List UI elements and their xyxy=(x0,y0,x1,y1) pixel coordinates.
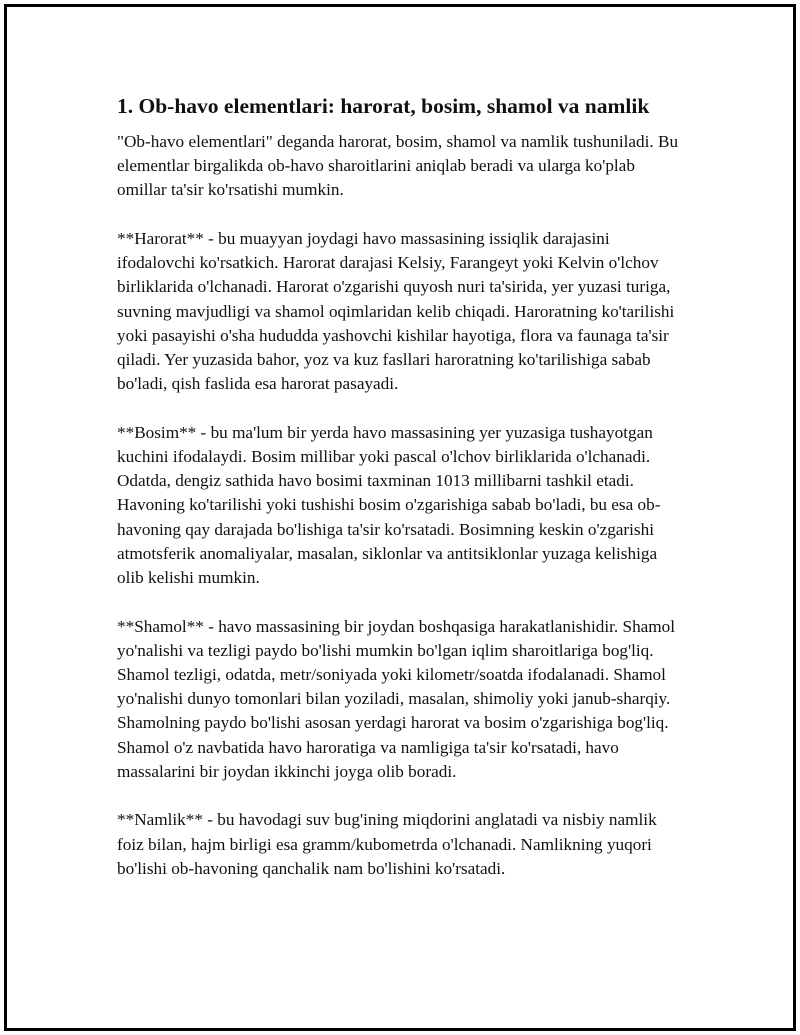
paragraph-namlik: **Namlik** - bu havodagi suv bug'ining miqdorini anglatadi va nisbiy namlik foiz bilan, hajm birligi esa gramm/kubometrda o'lchanadi. Namlikning yuqori bo'lishi ob-havoning qanchalik nam bo'lishini ko'rsatadi. xyxy=(117,810,657,878)
paragraph-bosim: **Bosim** - bu ma'lum bir yerda havo massasining yer yuzasiga tushayotgan kuchini ifodalaydi. Bosim millibar yoki pascal o'lchov birliklarida o'lchanadi. Odatda, dengiz sathida havo bosimi taxminan 1013 millibarni tashkil etadi. Havoning ko'tarilishi yoki tushishi bosim o'zgarishiga sabab bo'ladi, bu esa ob-havoning qay darajada bo'lishiga ta'sir ko'rsatadi. Bosimning keskin o'zgarishi atmotsferik anomaliyalar, masalan, siklonlar va antitsiklonlar yuzaga kelishiga olib kelishi mumkin. xyxy=(117,422,661,588)
document-body xyxy=(117,92,687,881)
paragraph-harorat: **Harorat** - bu muayyan joydagi havo massasining issiqlik darajasini ifodalovchi ko'rsatkich. Harorat darajasi Kelsiy, Farangeyt yoki Kelvin o'lchov birliklarida o'lchanadi. Harorat o'zgarishi quyosh nuri ta'sirida, yer yuzasi turiga, suvning mavjudligi va shamol oqimlaridan kelib chiqadi. Haroratning ko'tarilishi yoki pasayishi o'sha hududda yashovchi kishilar hayotiga, flora va faunaga ta'sir qiladi. Yer yuzasida bahor, yoz va kuz fasllari haroratning ko'tarilishiga sabab bo'ladi, qish faslida esa harorat pasayadi. xyxy=(117,229,675,394)
paragraph-intro: "Ob-havo elementlari" deganda harorat, bosim, shamol va namlik tushuniladi. Bu elementlar birgalikda ob-havo sharoitlarini aniqlab beradi va ularga ko'plab omillar ta'sir ko'rsatishi mumkin. xyxy=(117,132,679,200)
section-heading: 1. Ob-havo elementlari: harorat, bosim, shamol va namlik xyxy=(117,94,650,118)
paragraph-shamol: **Shamol** - havo massasining bir joydan boshqasiga harakatlanishidir. Shamol yo'nalishi va tezligi paydo bo'lishi mumkin bo'lgan iqlim sharoitlariga bog'liq. Shamol tezligi, odatda, metr/soniyada yoki kilometr/soatda ifodalanadi. Shamol yo'nalishi dunyo tomonlari bilan yoziladi, masalan, shimoliy yoki janub-sharqiy. Shamolning paydo bo'lishi asosan yerdagi harorat va bosim o'zgarishiga bog'liq. Shamol o'z navbatida havo haroratiga va namligiga ta'sir ko'rsatadi, havo massalarini bir joydan ikkinchi joyga olib boradi. xyxy=(117,616,676,781)
